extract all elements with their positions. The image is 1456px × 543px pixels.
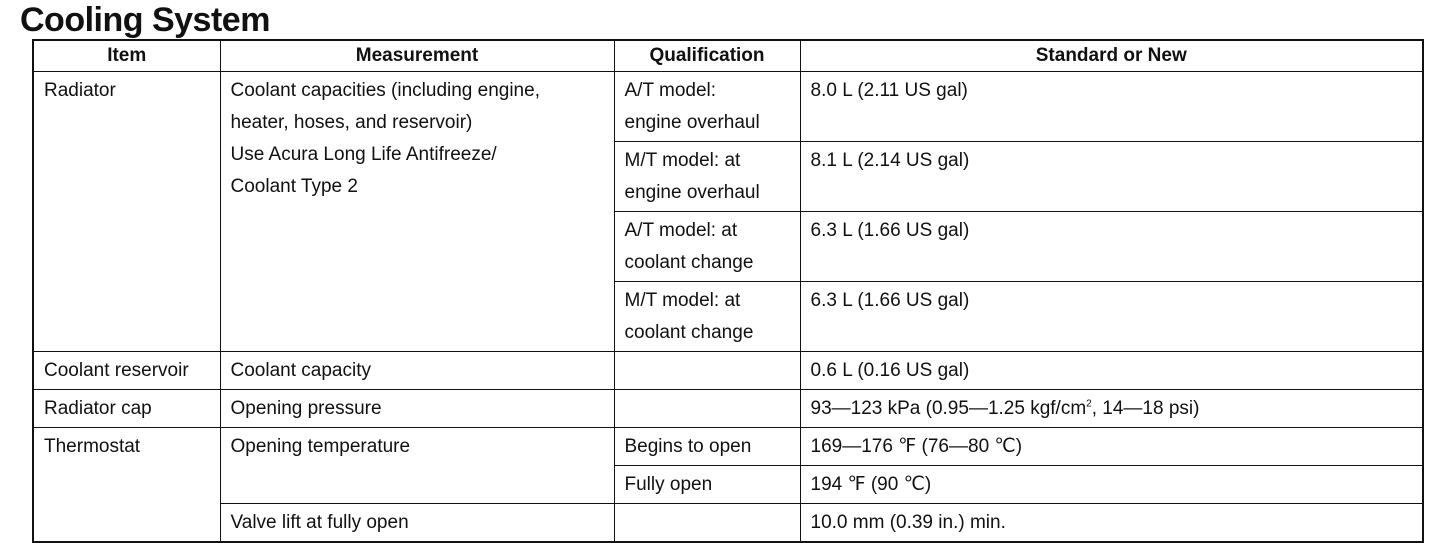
table-header-row [33,40,1423,72]
table-row [33,390,1423,428]
qualification-line: A/T model: [624,80,717,101]
radiator-qualification-cell [614,142,800,212]
radiator-value-cell: 8.1 L (2.14 US gal) [800,142,1423,212]
thermostat-value-cell: 194 ℉ (90 ℃) [800,466,1423,504]
cap-measurement-cell: Opening pressure [220,390,614,428]
table-row [33,72,1423,142]
qualification-line: M/T model: at [624,290,741,311]
cap-value-cell [800,390,1423,428]
qualification-line: M/T model: at [624,150,741,171]
qualification-line: engine overhaul [624,112,760,133]
table-row [33,352,1423,390]
valve-lift-measurement-cell: Valve lift at fully open [220,504,614,543]
cooling-system-spec-table [32,39,1424,543]
radiator-measurement-cell [220,72,614,352]
radiator-qualification-cell [614,212,800,282]
qualification-line: coolant change [624,252,754,273]
thermostat-qualification-cell: Begins to open [614,428,800,466]
radiator-value-cell: 6.3 L (1.66 US gal) [800,212,1423,282]
table-row [33,504,1423,543]
radiator-item-cell [33,72,220,352]
radiator-measurement-line: heater, hoses, and reservoir) [230,112,473,133]
table-row [33,428,1423,466]
cap-qualification-cell [614,390,800,428]
valve-lift-value-cell: 10.0 mm (0.39 in.) min. [800,504,1423,543]
reservoir-measurement-cell: Coolant capacity [220,352,614,390]
header-measurement: Measurement [220,40,614,72]
radiator-item-label: Radiator [44,80,116,101]
cap-value-text: 93—123 kPa (0.95—1.25 kgf/cm [810,398,1087,419]
cap-item-cell: Radiator cap [33,390,220,428]
radiator-qualification-cell [614,282,800,352]
radiator-qualification-cell [614,72,800,142]
reservoir-value-cell: 0.6 L (0.16 US gal) [800,352,1423,390]
header-standard: Standard or New [800,40,1423,72]
thermostat-measurement-cell: Opening temperature [220,428,614,504]
radiator-value-cell: 8.0 L (2.11 US gal) [800,72,1423,142]
radiator-measurement-line: Use Acura Long Life Antifreeze/ [230,144,497,165]
cap-value-superscript: 2 [1086,398,1092,410]
header-qualification: Qualification [614,40,800,72]
radiator-value-cell: 6.3 L (1.66 US gal) [800,282,1423,352]
radiator-measurement-line: Coolant capacities (including engine, [230,80,540,101]
qualification-line: coolant change [624,322,754,343]
thermostat-value-cell: 169—176 ℉ (76—80 ℃) [800,428,1423,466]
radiator-measurement-line: Coolant Type 2 [230,176,358,197]
qualification-line: engine overhaul [624,182,760,203]
valve-lift-qualification-cell [614,504,800,543]
thermostat-qualification-cell: Fully open [614,466,800,504]
thermostat-item-cell: Thermostat [33,428,220,543]
reservoir-item-cell: Coolant reservoir [33,352,220,390]
cap-value-text-end: , 14—18 psi) [1091,398,1200,419]
qualification-line: A/T model: at [624,220,738,241]
reservoir-qualification-cell [614,352,800,390]
page-title: Cooling System [20,1,270,39]
header-item: Item [33,40,220,72]
